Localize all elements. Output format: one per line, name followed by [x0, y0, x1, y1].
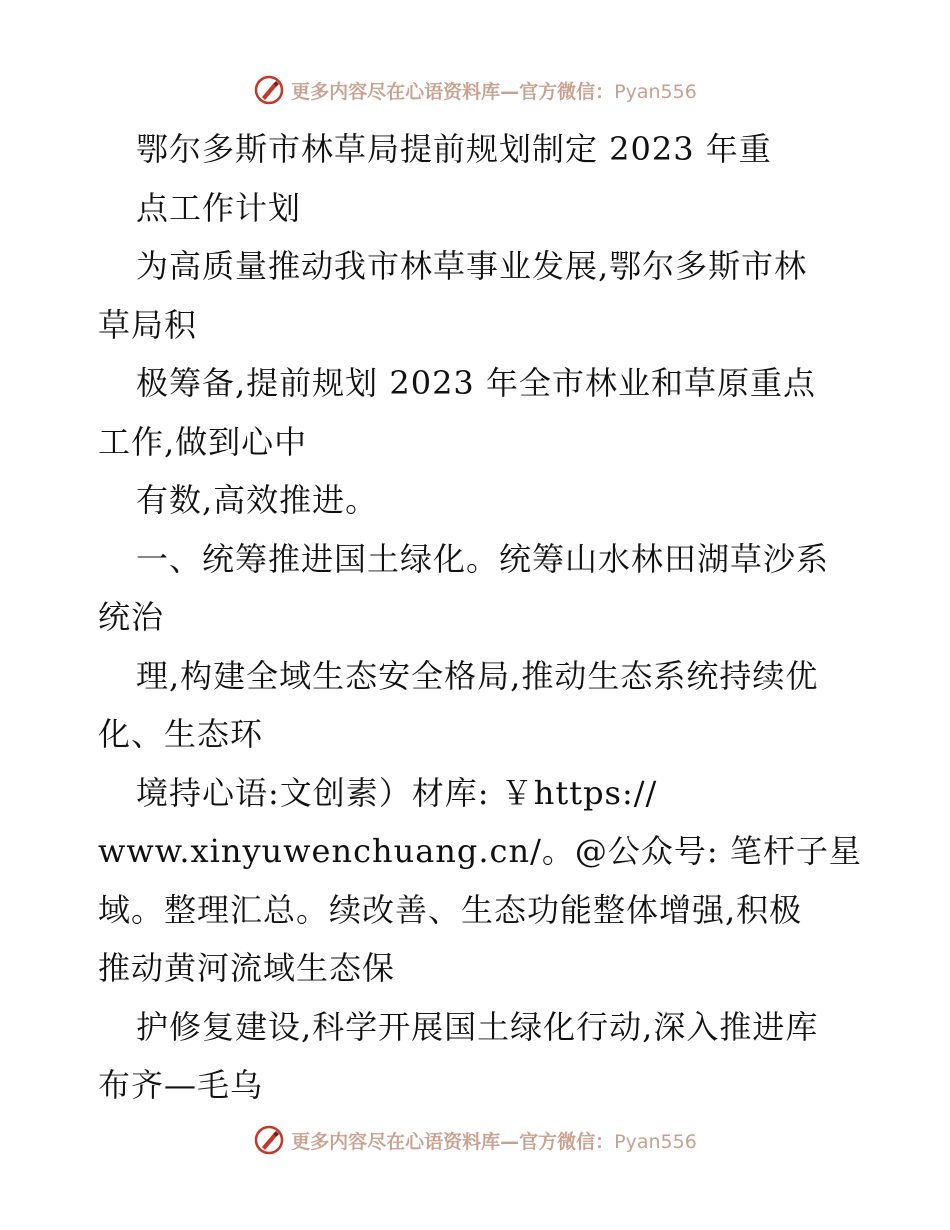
text-line: 化、生态环 — [98, 715, 264, 753]
text-line: 有数,高效推进。 — [136, 481, 379, 519]
watermark-text: 更多内容尽在心语资料库—官方微信：Pyan556 — [291, 80, 697, 103]
footer-watermark-banner — [0, 1120, 950, 1160]
document-body — [98, 120, 868, 1115]
text-line: 为高质量推动我市林草事业发展,鄂尔多斯市林 — [136, 247, 808, 285]
text-line: 工作,做到心中 — [98, 422, 308, 461]
text-line: 点工作计划 — [136, 188, 302, 227]
text-line: www.xinyuwenchuang.cn/。@公众号: 笔杆子星 — [98, 832, 862, 870]
text-line: 一、统筹推进国土绿化。统筹山水林田湖草沙系 — [136, 539, 830, 578]
text-line: 草局积 — [98, 305, 198, 344]
text-line: 域。整理汇总。续改善、生态功能整体增强,积极 — [98, 890, 803, 929]
text-line: 境持心语:文创素）材库: ￥https:// — [136, 773, 658, 812]
text-line: 极筹备,提前规划 2023 年全市林业和草原重点 — [136, 364, 816, 402]
text-line: 布齐—毛乌 — [98, 1066, 264, 1104]
wechat-id: Pyan556 — [614, 1130, 697, 1153]
text-line: 理,构建全域生态安全格局,推动生态系统持续优 — [136, 656, 819, 695]
text-line: 鄂尔多斯市林草局提前规划制定 2023 年重 — [136, 130, 772, 168]
watermark-text: 更多内容尽在心语资料库—官方微信：Pyan556 — [291, 1130, 697, 1153]
text-line: 推动黄河流域生态保 — [98, 949, 396, 987]
text-line: 护修复建设,科学开展国土绿化行动,深入推进库 — [136, 1007, 819, 1046]
text-line: 统治 — [98, 598, 165, 636]
pen-logo-icon — [253, 74, 285, 106]
header-watermark-banner — [0, 70, 950, 110]
pen-logo-icon — [253, 1124, 285, 1156]
wechat-id: Pyan556 — [614, 80, 697, 103]
